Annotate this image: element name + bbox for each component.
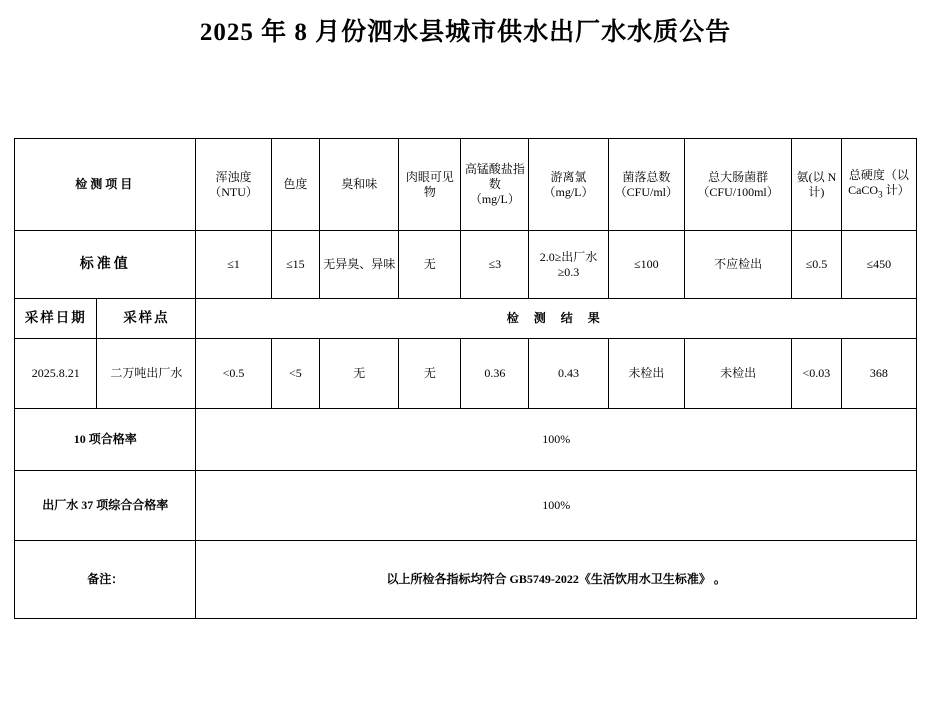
header-col-turbidity [196,139,271,231]
table-header-row [15,139,917,231]
standard-hardness: ≤450 [841,231,916,299]
standard-visible: 无 [399,231,461,299]
header-col-turbidity-name: 浑浊度 [215,169,252,184]
table-standard-row [15,231,917,299]
value-coliform: 未检出 [684,339,791,409]
header-item-label: 检测项目 [15,139,196,231]
header-col-colony-count-name: 菌落总数 [622,169,671,184]
header-col-ammonia [792,139,841,231]
value-permanganate: 0.36 [461,339,529,409]
header-col-odor-name: 臭和味 [341,177,378,191]
header-col-coliform-name: 总大肠菌群 [708,169,769,184]
rate37-label: 出厂水 37 项综合合格率 [15,471,196,541]
standard-row-label: 标准值 [15,231,196,299]
header-col-turbidity-unit: （NTU） [209,184,258,199]
water-quality-table-wrapper [14,138,917,619]
header-col-ammonia-name: 氨(以 N 计) [796,169,837,199]
table-rate10-row [15,409,917,471]
standard-permanganate: ≤3 [461,231,529,299]
water-quality-report-page [0,12,931,710]
remark-value: 以上所检各指标均符合 GB5749-2022《生活饮用水卫生标准》 。 [196,541,917,619]
header-col-permanganate-unit: （mg/L） [469,192,520,206]
header-col-chroma-name: 色度 [283,177,308,191]
header-col-visible-name: 肉眼可见物 [405,169,454,199]
standard-free-chlorine: 2.0≥出厂水≥0.3 [529,231,608,299]
header-col-colony-count [608,139,684,231]
rate37-value: 100% [196,471,917,541]
header-col-free-chlorine-unit: （mg/L） [543,184,594,199]
header-col-hardness-name: 总硬度（以 CaCO$_3$ 计） [848,168,910,200]
value-turbidity: <0.5 [196,339,271,409]
standard-coliform: 不应检出 [684,231,791,299]
table-result-header-row [15,299,917,339]
table-remark-row [15,541,917,619]
page-title: 2025 年 8 月份泗水县城市供水出厂水水质公告 [199,19,732,46]
header-col-free-chlorine-name: 游离氯 [550,169,587,184]
header-col-free-chlorine [529,139,608,231]
sample-date-label: 采样日期 [15,299,97,339]
water-quality-table [14,138,917,619]
header-col-odor [320,139,399,231]
header-col-colony-count-unit: （CFU/ml） [614,184,679,199]
header-col-coliform-unit: （CFU/100ml） [697,184,779,199]
value-visible: 无 [399,339,461,409]
header-col-visible [399,139,461,231]
standard-odor: 无异臭、异味 [320,231,399,299]
value-hardness: 368 [841,339,916,409]
header-col-permanganate [461,139,529,231]
table-row [15,339,917,409]
result-header-label: 检 测 结 果 [196,299,917,339]
value-ammonia: <0.03 [792,339,841,409]
standard-ammonia: ≤0.5 [792,231,841,299]
table-rate37-row [15,471,917,541]
rate10-label: 10 项合格率 [15,409,196,471]
standard-chroma: ≤15 [271,231,319,299]
standard-colony-count: ≤100 [608,231,684,299]
sample-point-label: 采样点 [97,299,196,339]
value-chroma: <5 [271,339,319,409]
sample-point-value: 二万吨出厂水 [97,339,196,409]
sample-date-value: 2025.8.21 [15,339,97,409]
header-col-coliform [684,139,791,231]
value-free-chlorine: 0.43 [529,339,608,409]
rate10-value: 100% [196,409,917,471]
header-col-hardness [841,139,916,231]
header-col-permanganate-name: 高锰酸盐指数 [464,162,525,191]
header-col-chroma [271,139,319,231]
remark-label: 备注： [15,541,196,619]
value-colony-count: 未检出 [608,339,684,409]
standard-turbidity: ≤1 [196,231,271,299]
value-odor: 无 [320,339,399,409]
